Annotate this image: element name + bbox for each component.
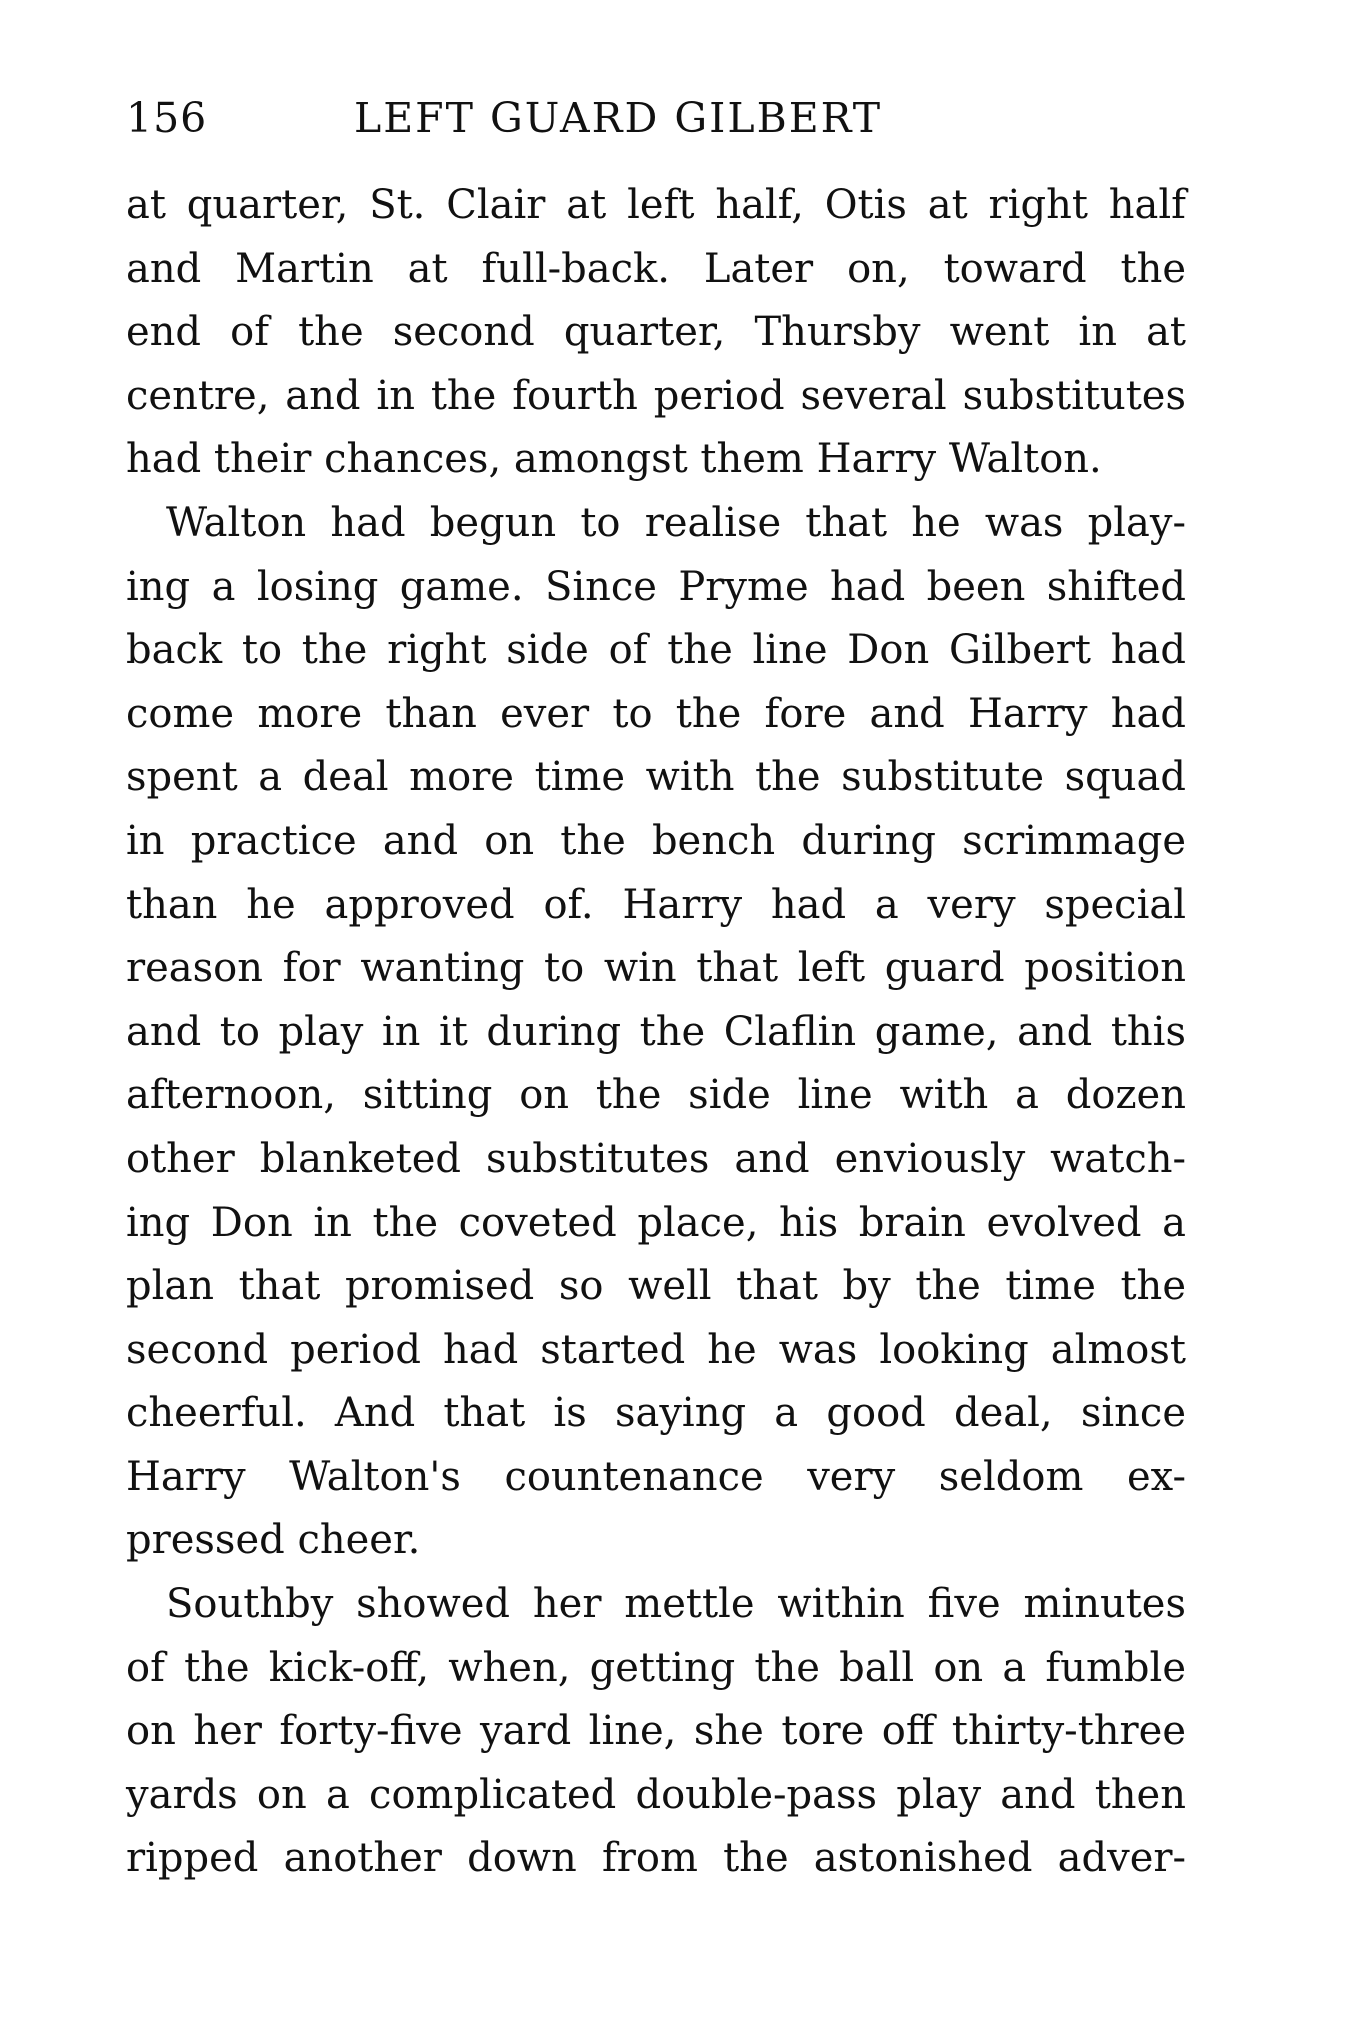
text-line: end of the second quarter, Thursby went in at xyxy=(126,309,1186,356)
text-line: ing a losing game. Since Pryme had been shifted xyxy=(126,563,1186,610)
text-line: spent a deal more time with the substitute squad xyxy=(126,754,1186,801)
text-line: Walton had begun to realise that he was play- xyxy=(166,499,1186,546)
page-number: 156 xyxy=(126,94,208,142)
text-line: centre, and in the fourth period several substitutes xyxy=(126,372,1186,419)
body-text xyxy=(126,174,1186,1891)
text-line: of the kick-off, when, getting the ball on a fumble xyxy=(126,1644,1186,1691)
text-line: yards on a complicated double-pass play and then xyxy=(126,1771,1186,1818)
text-line: other blanketed substitutes and enviously watch- xyxy=(126,1135,1186,1182)
text-line: Harry Walton's countenance very seldom ex- xyxy=(126,1453,1186,1500)
text-line: come more than ever to the fore and Harry had xyxy=(126,690,1186,737)
running-title: LEFT GUARD GILBERT xyxy=(354,94,883,142)
text-line: at quarter, St. Clair at left half, Otis at right half xyxy=(126,182,1186,228)
text-line: ripped another down from the astonished adver- xyxy=(126,1835,1186,1882)
text-line: cheerful. And that is saying a good deal, since xyxy=(126,1390,1186,1437)
text-line: reason for wanting to win that left guard position xyxy=(126,945,1186,992)
text-line: in practice and on the bench during scrimmage xyxy=(126,817,1186,864)
text-line: Southby showed her mettle within five minutes xyxy=(166,1581,1186,1628)
text-line: pressed cheer. xyxy=(126,1517,421,1564)
text-line: had their chances, amongst them Harry Walton. xyxy=(126,436,1102,483)
text-line: ing Don in the coveted place, his brain evolved a xyxy=(126,1199,1186,1246)
text-line: than he approved of. Harry had a very special xyxy=(126,881,1186,928)
text-line: second period had started he was looking almost xyxy=(126,1326,1186,1373)
text-line: plan that promised so well that by the time the xyxy=(126,1263,1186,1310)
text-line: on her forty-five yard line, she tore off thirty-three xyxy=(126,1708,1186,1755)
text-line: back to the right side of the line Don Gilbert had xyxy=(126,627,1186,674)
text-line: and to play in it during the Claflin game, and this xyxy=(126,1008,1186,1055)
text-line: afternoon, sitting on the side line with a dozen xyxy=(126,1072,1186,1119)
text-line: and Martin at full-back. Later on, toward the xyxy=(126,245,1186,292)
page-header xyxy=(126,88,1186,148)
